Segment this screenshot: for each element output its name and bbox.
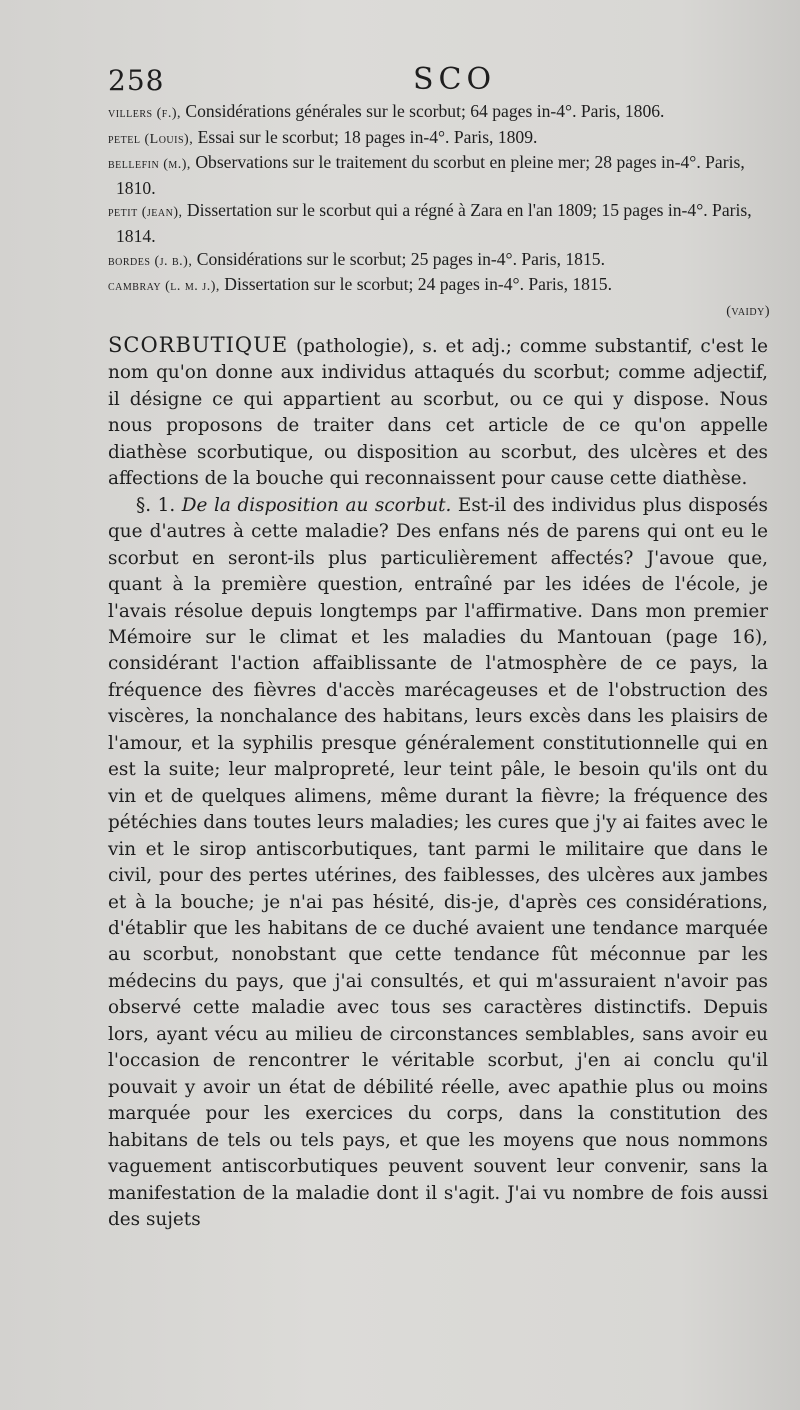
page-header: [108, 62, 778, 102]
bibliography-entry: [108, 248, 770, 274]
entry-author: bellefin (m.),: [108, 157, 191, 173]
entry-title: Considérations générales sur le scorbut; 64 pages in-4°. Paris, 1806.: [181, 101, 665, 121]
bibliography-entry: [108, 199, 770, 247]
paragraph-text: Est-il des individus plus disposés que d'autres à cette maladie? Des enfans nés de parens qui ont eu le scorbut en seront-ils plus particulièrement affectés? J'avoue que, quant à la première question, entraîné par les idées de l'école, je l'avais résolue depuis longtemps par l'affirmative. Dans mon premier Mémoire sur le climat et les maladies du Mantouan (page 16), considérant l'action affaiblissante de l'atmosphère de ce pays, la fréquence des fièvres d'accès marécageuses et de l'obstruction des viscères, la nonchalance des habitans, leurs excès dans les plaisirs de l'amour, et la syphilis presque généralement constitutionnelle qui en est la suite; leur malpropreté, leur teint pâle, le besoin qu'ils ont du vin et de quelques alimens, même durant la fièvre; la fréquence des pétéchies dans toutes leurs maladies; les cures que j'y ai faites avec le vin et le sirop antiscorbutiques, tant parmi le militaire que dans le civil, pour des pertes utérines, des faiblesses, des ulcères aux jambes et à la bouche; je n'ai pas hésité, dis-je, d'après ces considérations, d'établir que les habitans de ce duché avaient une tendance marquée au scorbut, nonobstant que cette tendance fût méconnue par les médecins du pays, que j'ai consultés, et qui m'assuraient n'avoir pas observé cette maladie avec tous ses caractères distinctifs. Depuis lors, ayant vécu au milieu de circonstances semblables, sans avoir eu l'occasion de rencontrer le véritable scorbut, j'en ai conclu qu'il pouvait y avoir un état de débilité réelle, avec apathie plus ou moins marquée pour les exercices du corps, dans la constitution des habitans de tels ou tels pays, et que les moyens que nous nommons vaguement antiscorbutiques peuvent souvent leur convenir, sans la manifestation de la maladie dont il s'agit. J'ai vu nombre de fois aussi des sujets: [108, 494, 768, 1230]
entry-author: bordes (j. b.),: [108, 253, 193, 269]
author-signature: (vaidy): [726, 303, 770, 319]
page-number: 258: [108, 64, 165, 97]
section-number: §. 1.: [136, 494, 176, 516]
bibliography-entry: [108, 100, 770, 126]
bibliography-entry: [108, 151, 770, 199]
entry-title: Dissertation sur le scorbut qui a régné à Zara en l'an 1809; 15 pages in-4°. Paris, 1814.: [116, 200, 752, 246]
article-headword: SCORBUTIQUE: [108, 333, 289, 357]
entry-author: villers (f.),: [108, 106, 181, 121]
entry-author: cambray (l. m. j.),: [108, 279, 220, 295]
entry-title: Observations sur le traitement du scorbut en pleine mer; 28 pages in-4°. Paris, 1810.: [116, 152, 745, 198]
entry-title: Considérations sur le scorbut; 25 pages in-4°. Paris, 1815.: [192, 248, 605, 269]
entry-title: Essai sur le scorbut; 18 pages in-4°. Paris, 1809.: [193, 126, 538, 147]
entry-title: Dissertation sur le scorbut; 24 pages in-4°. Paris, 1815.: [219, 274, 612, 295]
section-paragraph: [108, 493, 768, 1234]
bibliography: [108, 100, 770, 324]
section-title: De la disposition au scorbut.: [181, 494, 452, 516]
running-head: SCO: [413, 62, 497, 97]
bibliography-entry: [108, 126, 770, 152]
paragraph-text: (pathologie), s. et adj.; comme substantif, c'est le nom qu'on donne aux individus attaqués du scorbut; comme adjectif, il désigne ce qui appartient au scorbut, ou ce qui y dispose. Nous nous proposons de traiter dans cet article de ce qu'on appelle diathèse scorbutique, ou disposition au scorbut, des ulcères et des affections de la bouche qui reconnaissent pour cause cette diathèse.: [108, 336, 768, 490]
article-body: [108, 332, 768, 1233]
entry-author: petit (jean),: [108, 205, 183, 221]
bibliography-entry: [108, 273, 770, 299]
article-intro-paragraph: [108, 332, 768, 493]
entry-author: petel (Louis),: [108, 131, 194, 147]
